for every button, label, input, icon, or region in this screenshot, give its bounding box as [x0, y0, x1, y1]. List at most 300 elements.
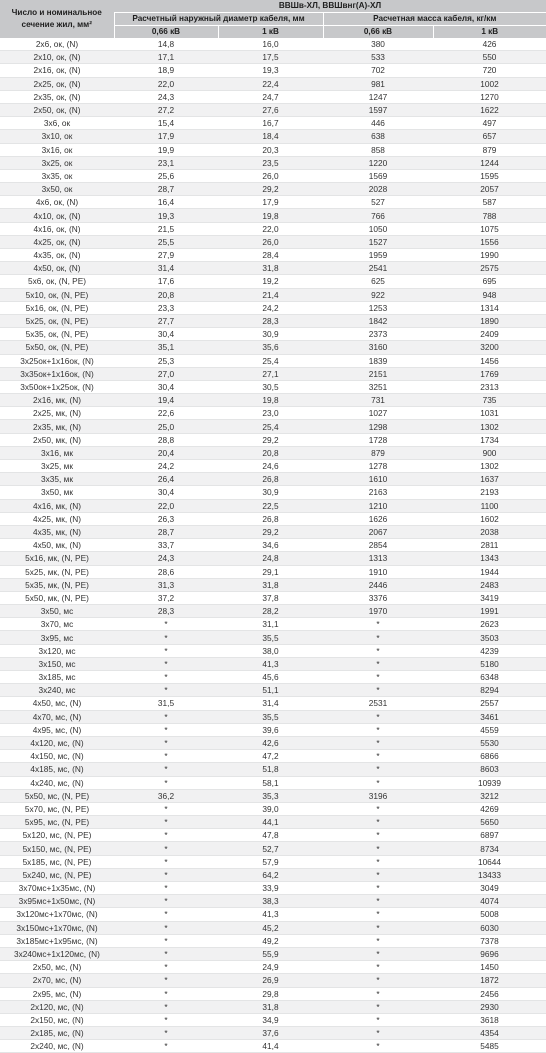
cell-mass-1kv: 788 [433, 209, 546, 222]
cell-diameter-066kv: * [114, 618, 218, 631]
cell-mass-066kv: * [323, 776, 433, 789]
table-row [0, 249, 546, 262]
cell-cross-section: 2х185, мс, (N) [0, 1027, 114, 1040]
table-title: ВВШв-ХЛ, ВВШвнг(А)-ХЛ [114, 0, 546, 13]
cell-cross-section: 4х50, мк, (N) [0, 539, 114, 552]
cell-cross-section: 3х240, мс [0, 684, 114, 697]
cell-mass-1kv: 4074 [433, 895, 546, 908]
column-header-mass-1kv: 1 кВ [433, 26, 546, 39]
cell-cross-section: 3х16, ок [0, 143, 114, 156]
cell-diameter-1kv: 31,8 [218, 1000, 323, 1013]
cell-diameter-1kv: 29,2 [218, 525, 323, 538]
cell-mass-066kv: * [323, 921, 433, 934]
cell-cross-section: 5х240, мс, (N, PE) [0, 868, 114, 881]
cell-mass-066kv: 2067 [323, 525, 433, 538]
cell-cross-section: 4х25, мк, (N) [0, 512, 114, 525]
cell-diameter-1kv: 31,4 [218, 697, 323, 710]
cell-mass-1kv: 948 [433, 288, 546, 301]
cell-mass-066kv: 981 [323, 77, 433, 90]
cell-mass-1kv: 13433 [433, 868, 546, 881]
cell-cross-section: 3х25, мк [0, 460, 114, 473]
cell-mass-1kv: 9696 [433, 947, 546, 960]
table-row [0, 1027, 546, 1040]
cell-diameter-066kv: 28,7 [114, 183, 218, 196]
table-row [0, 578, 546, 591]
cell-diameter-1kv: 21,4 [218, 288, 323, 301]
cell-mass-066kv: 2531 [323, 697, 433, 710]
table-row [0, 90, 546, 103]
cell-diameter-066kv: 19,3 [114, 209, 218, 222]
cell-diameter-066kv: 25,0 [114, 420, 218, 433]
cell-mass-066kv: 1959 [323, 249, 433, 262]
table-row [0, 433, 546, 446]
cell-cross-section: 2х35, ок, (N) [0, 90, 114, 103]
cell-diameter-1kv: 25,4 [218, 420, 323, 433]
table-row [0, 1000, 546, 1013]
cell-mass-1kv: 7378 [433, 934, 546, 947]
cell-mass-1kv: 1991 [433, 605, 546, 618]
cell-diameter-1kv: 58,1 [218, 776, 323, 789]
cell-mass-1kv: 426 [433, 38, 546, 51]
cell-cross-section: 4х50, ок, (N) [0, 262, 114, 275]
cell-mass-066kv: * [323, 855, 433, 868]
table-row [0, 407, 546, 420]
cell-diameter-1kv: 45,2 [218, 921, 323, 934]
cell-mass-1kv: 8294 [433, 684, 546, 697]
cell-diameter-1kv: 26,0 [218, 235, 323, 248]
cell-diameter-1kv: 51,8 [218, 763, 323, 776]
cell-diameter-1kv: 17,9 [218, 196, 323, 209]
cell-mass-1kv: 1890 [433, 314, 546, 327]
cell-diameter-1kv: 41,3 [218, 657, 323, 670]
cell-diameter-1kv: 25,4 [218, 354, 323, 367]
cell-cross-section: 5х35, мк, (N, PE) [0, 578, 114, 591]
table-row [0, 446, 546, 459]
cell-mass-066kv: * [323, 908, 433, 921]
cell-cross-section: 5х50, мк, (N, PE) [0, 591, 114, 604]
table-row [0, 460, 546, 473]
cell-mass-1kv: 6348 [433, 671, 546, 684]
table-row [0, 829, 546, 842]
cell-mass-066kv: 879 [323, 446, 433, 459]
cell-mass-066kv: * [323, 618, 433, 631]
table-row [0, 473, 546, 486]
cell-mass-066kv: 922 [323, 288, 433, 301]
cell-cross-section: 5х50, ок, (N, PE) [0, 341, 114, 354]
cell-mass-1kv: 3419 [433, 591, 546, 604]
cell-mass-066kv: 1839 [323, 354, 433, 367]
cell-diameter-1kv: 37,8 [218, 591, 323, 604]
cell-diameter-066kv: 25,3 [114, 354, 218, 367]
cell-diameter-066kv: 33,7 [114, 539, 218, 552]
cell-diameter-066kv: * [114, 1000, 218, 1013]
cell-mass-066kv: * [323, 816, 433, 829]
table-row [0, 380, 546, 393]
table-row [0, 196, 546, 209]
cell-diameter-1kv: 55,9 [218, 947, 323, 960]
cell-diameter-066kv: 28,7 [114, 525, 218, 538]
table-row [0, 684, 546, 697]
cell-diameter-066kv: 24,3 [114, 90, 218, 103]
cell-mass-066kv: * [323, 736, 433, 749]
cell-mass-1kv: 587 [433, 196, 546, 209]
cell-mass-066kv: 1597 [323, 103, 433, 116]
cell-diameter-1kv: 47,8 [218, 829, 323, 842]
table-row [0, 763, 546, 776]
cell-mass-1kv: 720 [433, 64, 546, 77]
cell-cross-section: 2х50, мс, (N) [0, 961, 114, 974]
cell-diameter-066kv: * [114, 657, 218, 670]
cell-diameter-1kv: 19,3 [218, 64, 323, 77]
table-row [0, 328, 546, 341]
cell-mass-1kv: 1456 [433, 354, 546, 367]
cell-diameter-066kv: 27,2 [114, 103, 218, 116]
table-row [0, 235, 546, 248]
cell-diameter-066kv: * [114, 776, 218, 789]
cell-cross-section: 3х150мс+1х70мс, (N) [0, 921, 114, 934]
column-group-mass: Расчетная масса кабеля, кг/км [323, 13, 546, 26]
cell-diameter-066kv: * [114, 631, 218, 644]
cell-mass-066kv: 1569 [323, 169, 433, 182]
table-row [0, 117, 546, 130]
cell-diameter-066kv: 18,9 [114, 64, 218, 77]
cell-cross-section: 4х35, мк, (N) [0, 525, 114, 538]
cell-mass-066kv: * [323, 750, 433, 763]
cell-mass-066kv: * [323, 842, 433, 855]
cell-diameter-066kv: * [114, 882, 218, 895]
cell-cross-section: 4х240, мс, (N) [0, 776, 114, 789]
cell-diameter-1kv: 31,1 [218, 618, 323, 631]
cell-mass-066kv: 1527 [323, 235, 433, 248]
cell-diameter-066kv: 26,3 [114, 512, 218, 525]
cell-diameter-066kv: 22,0 [114, 499, 218, 512]
cell-diameter-1kv: 18,4 [218, 130, 323, 143]
table-row [0, 723, 546, 736]
table-row [0, 103, 546, 116]
cell-mass-1kv: 2057 [433, 183, 546, 196]
cell-diameter-066kv: 23,3 [114, 301, 218, 314]
cell-mass-066kv: 1247 [323, 90, 433, 103]
cell-cross-section: 3х35, мк [0, 473, 114, 486]
cell-mass-066kv: 3160 [323, 341, 433, 354]
table-row [0, 499, 546, 512]
cell-mass-066kv: * [323, 1027, 433, 1040]
cell-cross-section: 2х50, мк, (N) [0, 433, 114, 446]
table-row [0, 789, 546, 802]
cell-diameter-1kv: 49,2 [218, 934, 323, 947]
cell-mass-1kv: 3503 [433, 631, 546, 644]
table-row [0, 776, 546, 789]
table-row [0, 143, 546, 156]
cell-cross-section: 4х185, мс, (N) [0, 763, 114, 776]
cell-mass-066kv: 1626 [323, 512, 433, 525]
cell-cross-section: 2х240, мс, (N) [0, 1040, 114, 1053]
cell-diameter-066kv: * [114, 829, 218, 842]
cell-diameter-1kv: 20,8 [218, 446, 323, 459]
table-row [0, 209, 546, 222]
cell-cross-section: 4х16, ок, (N) [0, 222, 114, 235]
cell-mass-066kv: 766 [323, 209, 433, 222]
cell-cross-section: 2х6, ок, (N) [0, 38, 114, 51]
cell-diameter-1kv: 51,1 [218, 684, 323, 697]
cell-mass-1kv: 550 [433, 51, 546, 64]
cell-diameter-066kv: * [114, 684, 218, 697]
cell-diameter-1kv: 26,8 [218, 512, 323, 525]
cell-diameter-1kv: 30,9 [218, 486, 323, 499]
cell-diameter-066kv: * [114, 961, 218, 974]
cell-cross-section: 2х35, мк, (N) [0, 420, 114, 433]
cell-mass-066kv: 2028 [323, 183, 433, 196]
cell-mass-066kv: * [323, 961, 433, 974]
cell-diameter-1kv: 57,9 [218, 855, 323, 868]
table-row [0, 908, 546, 921]
cell-cross-section: 4х35, ок, (N) [0, 249, 114, 262]
cell-diameter-066kv: 14,8 [114, 38, 218, 51]
cell-diameter-066kv: * [114, 750, 218, 763]
cell-mass-1kv: 4354 [433, 1027, 546, 1040]
cell-diameter-1kv: 47,2 [218, 750, 323, 763]
table-row [0, 868, 546, 881]
cell-mass-1kv: 1031 [433, 407, 546, 420]
cell-diameter-1kv: 64,2 [218, 868, 323, 881]
cell-diameter-066kv: * [114, 802, 218, 815]
table-row [0, 301, 546, 314]
table-row [0, 341, 546, 354]
cell-mass-1kv: 5180 [433, 657, 546, 670]
cell-diameter-066kv: * [114, 1013, 218, 1026]
cell-diameter-1kv: 39,0 [218, 802, 323, 815]
cell-cross-section: 5х25, ок, (N, PE) [0, 314, 114, 327]
cell-cross-section: 2х16, мк, (N) [0, 394, 114, 407]
table-row [0, 802, 546, 815]
table-row [0, 842, 546, 855]
cell-cross-section: 2х120, мс, (N) [0, 1000, 114, 1013]
cell-mass-1kv: 1595 [433, 169, 546, 182]
cell-mass-1kv: 1556 [433, 235, 546, 248]
table-row [0, 697, 546, 710]
cell-diameter-1kv: 30,5 [218, 380, 323, 393]
column-header-mass-066kv: 0,66 кВ [323, 26, 433, 39]
cell-mass-1kv: 4559 [433, 723, 546, 736]
table-row [0, 987, 546, 1000]
cell-cross-section: 4х50, мс, (N) [0, 697, 114, 710]
cell-diameter-1kv: 19,8 [218, 209, 323, 222]
cell-cross-section: 3х240мс+1х120мс, (N) [0, 947, 114, 960]
cell-mass-1kv: 1314 [433, 301, 546, 314]
cell-diameter-1kv: 19,8 [218, 394, 323, 407]
cell-diameter-1kv: 28,4 [218, 249, 323, 262]
cell-mass-1kv: 497 [433, 117, 546, 130]
cell-diameter-1kv: 31,8 [218, 578, 323, 591]
cell-cross-section: 5х6, ок, (N, PE) [0, 275, 114, 288]
cell-mass-066kv: * [323, 657, 433, 670]
cell-mass-066kv: * [323, 947, 433, 960]
cell-diameter-066kv: 30,4 [114, 328, 218, 341]
cell-mass-066kv: * [323, 802, 433, 815]
cell-diameter-1kv: 16,7 [218, 117, 323, 130]
cell-mass-1kv: 8734 [433, 842, 546, 855]
cell-diameter-1kv: 22,4 [218, 77, 323, 90]
cell-cross-section: 4х25, ок, (N) [0, 235, 114, 248]
cell-diameter-1kv: 29,2 [218, 433, 323, 446]
cell-cross-section: 3х185, мс [0, 671, 114, 684]
cell-mass-1kv: 1769 [433, 367, 546, 380]
cell-mass-066kv: 1842 [323, 314, 433, 327]
cell-diameter-1kv: 22,5 [218, 499, 323, 512]
table-row [0, 539, 546, 552]
cell-diameter-066kv: 21,5 [114, 222, 218, 235]
cell-diameter-066kv: 25,6 [114, 169, 218, 182]
table-row [0, 565, 546, 578]
cell-diameter-066kv: * [114, 763, 218, 776]
cell-mass-066kv: 2541 [323, 262, 433, 275]
cell-mass-066kv: 2854 [323, 539, 433, 552]
cell-mass-1kv: 6030 [433, 921, 546, 934]
cell-cross-section: 5х25, мк, (N, PE) [0, 565, 114, 578]
cell-mass-066kv: 1050 [323, 222, 433, 235]
cell-mass-066kv: 1610 [323, 473, 433, 486]
cell-cross-section: 2х16, ок, (N) [0, 64, 114, 77]
cell-mass-066kv: * [323, 934, 433, 947]
cell-diameter-066kv: 28,8 [114, 433, 218, 446]
cell-diameter-066kv: * [114, 855, 218, 868]
cell-mass-066kv: 2446 [323, 578, 433, 591]
cell-diameter-1kv: 29,2 [218, 183, 323, 196]
cell-diameter-066kv: 30,4 [114, 486, 218, 499]
cell-mass-066kv: * [323, 644, 433, 657]
cell-mass-1kv: 1302 [433, 420, 546, 433]
column-group-diameter: Расчетный наружный диаметр кабеля, мм [114, 13, 323, 26]
table-row [0, 591, 546, 604]
cell-diameter-066kv: 31,3 [114, 578, 218, 591]
cell-cross-section: 5х70, мс, (N, PE) [0, 802, 114, 815]
cell-diameter-066kv: 25,5 [114, 235, 218, 248]
cell-cross-section: 3х35, ок [0, 169, 114, 182]
cell-diameter-066kv: * [114, 1040, 218, 1053]
cell-diameter-066kv: * [114, 947, 218, 960]
cell-cross-section: 4х120, мс, (N) [0, 736, 114, 749]
table-row [0, 631, 546, 644]
cell-mass-1kv: 5485 [433, 1040, 546, 1053]
cell-diameter-066kv: 23,1 [114, 156, 218, 169]
cell-mass-1kv: 657 [433, 130, 546, 143]
table-row [0, 288, 546, 301]
cell-mass-1kv: 1075 [433, 222, 546, 235]
cell-diameter-1kv: 23,0 [218, 407, 323, 420]
cell-cross-section: 2х10, ок, (N) [0, 51, 114, 64]
cell-diameter-1kv: 24,2 [218, 301, 323, 314]
cell-diameter-1kv: 35,5 [218, 710, 323, 723]
cell-cross-section: 4х95, мс, (N) [0, 723, 114, 736]
cell-mass-066kv: 3251 [323, 380, 433, 393]
cell-diameter-066kv: 37,2 [114, 591, 218, 604]
cell-diameter-1kv: 33,9 [218, 882, 323, 895]
table-row [0, 921, 546, 934]
cell-mass-1kv: 1602 [433, 512, 546, 525]
cell-diameter-1kv: 24,7 [218, 90, 323, 103]
cell-mass-1kv: 3049 [433, 882, 546, 895]
cell-diameter-066kv: 17,9 [114, 130, 218, 143]
cell-cross-section: 4х70, мс, (N) [0, 710, 114, 723]
table-row [0, 486, 546, 499]
table-header [0, 0, 546, 38]
cell-mass-1kv: 8603 [433, 763, 546, 776]
cell-mass-066kv: 1253 [323, 301, 433, 314]
cell-diameter-1kv: 31,8 [218, 262, 323, 275]
cell-mass-1kv: 1244 [433, 156, 546, 169]
table-row [0, 671, 546, 684]
cell-cross-section: 3х16, мк [0, 446, 114, 459]
cell-diameter-1kv: 27,1 [218, 367, 323, 380]
cell-mass-066kv: 380 [323, 38, 433, 51]
cell-mass-1kv: 3200 [433, 341, 546, 354]
cell-mass-1kv: 900 [433, 446, 546, 459]
cell-diameter-066kv: 20,8 [114, 288, 218, 301]
cell-mass-066kv: 527 [323, 196, 433, 209]
cell-mass-066kv: 1298 [323, 420, 433, 433]
cell-diameter-066kv: * [114, 921, 218, 934]
cell-mass-066kv: 702 [323, 64, 433, 77]
cell-diameter-1kv: 17,5 [218, 51, 323, 64]
table-row [0, 710, 546, 723]
cell-mass-066kv: 2151 [323, 367, 433, 380]
cell-cross-section: 2х25, ок, (N) [0, 77, 114, 90]
cell-diameter-1kv: 29,8 [218, 987, 323, 1000]
cell-diameter-066kv: * [114, 723, 218, 736]
cell-diameter-066kv: 22,6 [114, 407, 218, 420]
cell-cross-section: 3х25, ок [0, 156, 114, 169]
cell-cross-section: 4х150, мс, (N) [0, 750, 114, 763]
cell-diameter-1kv: 38,3 [218, 895, 323, 908]
cell-diameter-1kv: 24,8 [218, 552, 323, 565]
cell-diameter-1kv: 35,5 [218, 631, 323, 644]
table-row [0, 736, 546, 749]
table-row [0, 605, 546, 618]
cell-mass-1kv: 2456 [433, 987, 546, 1000]
cell-mass-066kv: * [323, 710, 433, 723]
cell-cross-section: 3х25ок+1х16ок, (N) [0, 354, 114, 367]
cell-mass-1kv: 2811 [433, 539, 546, 552]
table-row [0, 816, 546, 829]
cell-diameter-066kv: * [114, 974, 218, 987]
table-row [0, 262, 546, 275]
cell-cross-section: 3х50, мс [0, 605, 114, 618]
cell-diameter-066kv: * [114, 671, 218, 684]
cell-mass-1kv: 1002 [433, 77, 546, 90]
cell-mass-066kv: * [323, 974, 433, 987]
cell-diameter-066kv: 19,9 [114, 143, 218, 156]
cell-diameter-066kv: 26,4 [114, 473, 218, 486]
cell-mass-066kv: 858 [323, 143, 433, 156]
cell-cross-section: 3х95, мс [0, 631, 114, 644]
cell-diameter-1kv: 45,6 [218, 671, 323, 684]
table-row [0, 525, 546, 538]
column-header-cross-section: Число и номинальное сечение жил, мм² [0, 0, 114, 38]
cell-diameter-066kv: 27,9 [114, 249, 218, 262]
cell-cross-section: 2х95, мс, (N) [0, 987, 114, 1000]
cell-cross-section: 2х50, ок, (N) [0, 103, 114, 116]
table-row [0, 183, 546, 196]
cell-diameter-066kv: * [114, 1027, 218, 1040]
cell-mass-1kv: 5650 [433, 816, 546, 829]
cell-mass-1kv: 1302 [433, 460, 546, 473]
cell-diameter-1kv: 24,9 [218, 961, 323, 974]
cell-mass-1kv: 1450 [433, 961, 546, 974]
cell-diameter-1kv: 44,1 [218, 816, 323, 829]
cell-mass-066kv: 533 [323, 51, 433, 64]
cell-diameter-066kv: 15,4 [114, 117, 218, 130]
cell-cross-section: 5х50, мс, (N, PE) [0, 789, 114, 802]
